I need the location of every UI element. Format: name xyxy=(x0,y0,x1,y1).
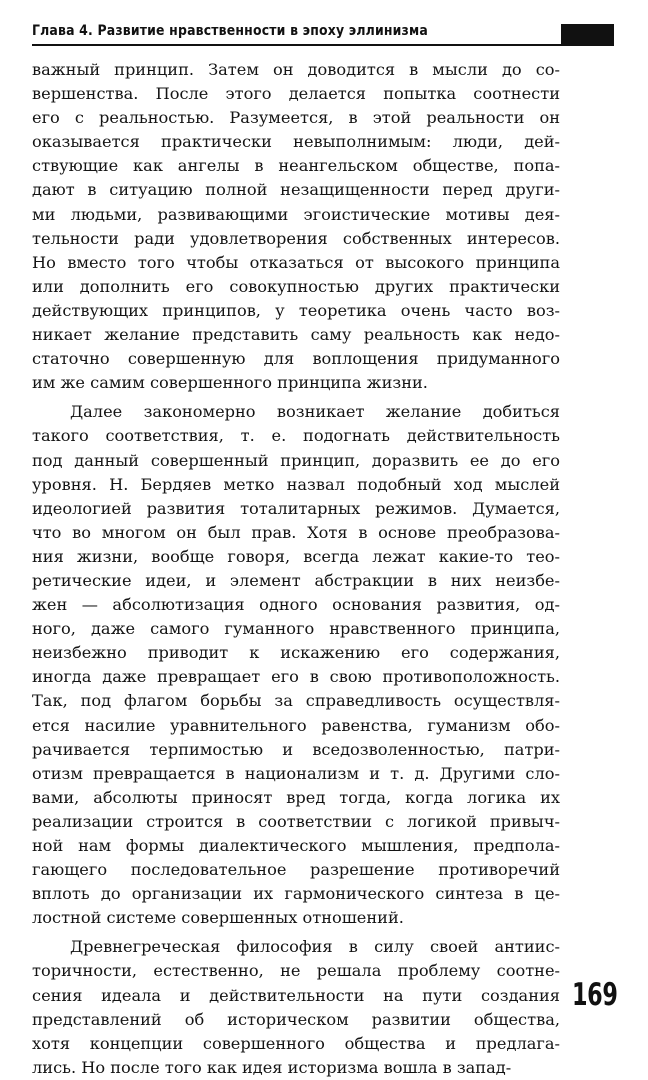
text-line: ется насилие уравнительного равенства, гуманизм обо- xyxy=(32,715,560,735)
text-line: Так, под флагом борьбы за справедливость осуществля- xyxy=(32,691,560,711)
text-line: уровня. Н. Бердяев метко назвал подобный ход мыслей xyxy=(32,474,560,494)
text-line: отизм превращается в национализм и т. д. Другими сло- xyxy=(32,763,560,783)
page-number: 169 xyxy=(572,977,618,1013)
text-line: дают в ситуацию полной незащищенности перед други- xyxy=(32,180,560,200)
text-line: важный принцип. Затем он доводится в мысли до со- xyxy=(32,60,560,79)
text-line: вершенства. После этого делается попытка соотнести xyxy=(32,84,560,104)
text-line: вами, абсолюты приносят вред тогда, когда логика их xyxy=(32,787,560,807)
text-line: сения идеала и действительности на пути создания xyxy=(32,985,560,1005)
text-line: неизбежно приводит к искажению его содержания, xyxy=(32,643,560,663)
text-line: иногда даже превращает его в свою противоположность. xyxy=(32,667,560,687)
text-line: такого соответствия, т. е. подогнать действительность xyxy=(32,426,560,446)
text-line: что во многом он был прав. Хотя в основе преобразова- xyxy=(32,522,560,542)
body-text xyxy=(32,58,560,1080)
text-line: гающего последовательное разрешение противоречий xyxy=(32,860,560,880)
text-line: под данный совершенный принцип, доразвить ее до его xyxy=(32,450,560,470)
text-line: ретические идеи, и элемент абстракции в них неизбе- xyxy=(32,570,560,590)
header-black-block xyxy=(561,24,614,46)
text-line: представлений об историческом развитии общества, xyxy=(32,1009,560,1029)
text-line: ной нам формы диалектического мышления, предпола- xyxy=(32,836,560,855)
text-line: ствующие как ангелы в неангельском обществе, попа- xyxy=(32,156,560,176)
text-line: никает желание представить саму реальность как недо- xyxy=(32,325,560,345)
text-line: ного, даже самого гуманного нравственного принципа, xyxy=(32,619,560,639)
text-line: лостной системе совершенных отношений. xyxy=(32,908,404,928)
text-line: ми людьми, развивающими эгоистические мотивы дея- xyxy=(32,204,560,224)
text-line: торичности, естественно, не решала проблему соотне- xyxy=(32,961,560,981)
text-line: Но вместо того чтобы отказаться от высокого принципа xyxy=(32,252,560,272)
text-line: Древнегреческая философия в силу своей антиис- xyxy=(70,937,560,957)
text-line: или дополнить его совокупностью других практически xyxy=(32,276,560,296)
text-line: статочно совершенную для воплощения придуманного xyxy=(32,349,560,369)
text-line: его с реальностью. Разумеется, в этой реальности он xyxy=(32,108,560,128)
paragraph xyxy=(32,58,560,395)
text-line: реализации строится в соответствии с логикой привыч- xyxy=(32,811,560,831)
text-line: тельности ради удовлетворения собственных интересов. xyxy=(32,228,560,248)
text-line: ния жизни, вообще говоря, всегда лежат какие-то тео- xyxy=(32,546,560,566)
text-line: действующих принципов, у теоретика очень часто воз- xyxy=(32,300,560,320)
text-line: хотя концепции совершенного общества и предлага- xyxy=(32,1033,560,1053)
text-line: лись. Но после того как идея историзма вошла в запад- xyxy=(32,1057,512,1077)
text-line: оказывается практически невыполнимым: люди, дей- xyxy=(32,132,560,152)
text-line: им же самим совершенного принципа жизни. xyxy=(32,373,428,393)
header-rule xyxy=(32,44,612,46)
running-head: Глава 4. Развитие нравственности в эпоху эллинизма xyxy=(32,23,428,39)
text-line: идеологией развития тоталитарных режимов. Думается, xyxy=(32,498,560,518)
text-line: жен — абсолютизация одного основания развития, од- xyxy=(32,595,560,615)
text-line: вплоть до организации их гармонического синтеза в це- xyxy=(32,884,560,904)
text-line: рачивается терпимостью и вседозволенностью, патри- xyxy=(32,739,560,759)
paragraph xyxy=(32,935,560,1080)
paragraph xyxy=(32,400,560,930)
text-line: Далее закономерно возникает желание добиться xyxy=(70,402,560,422)
